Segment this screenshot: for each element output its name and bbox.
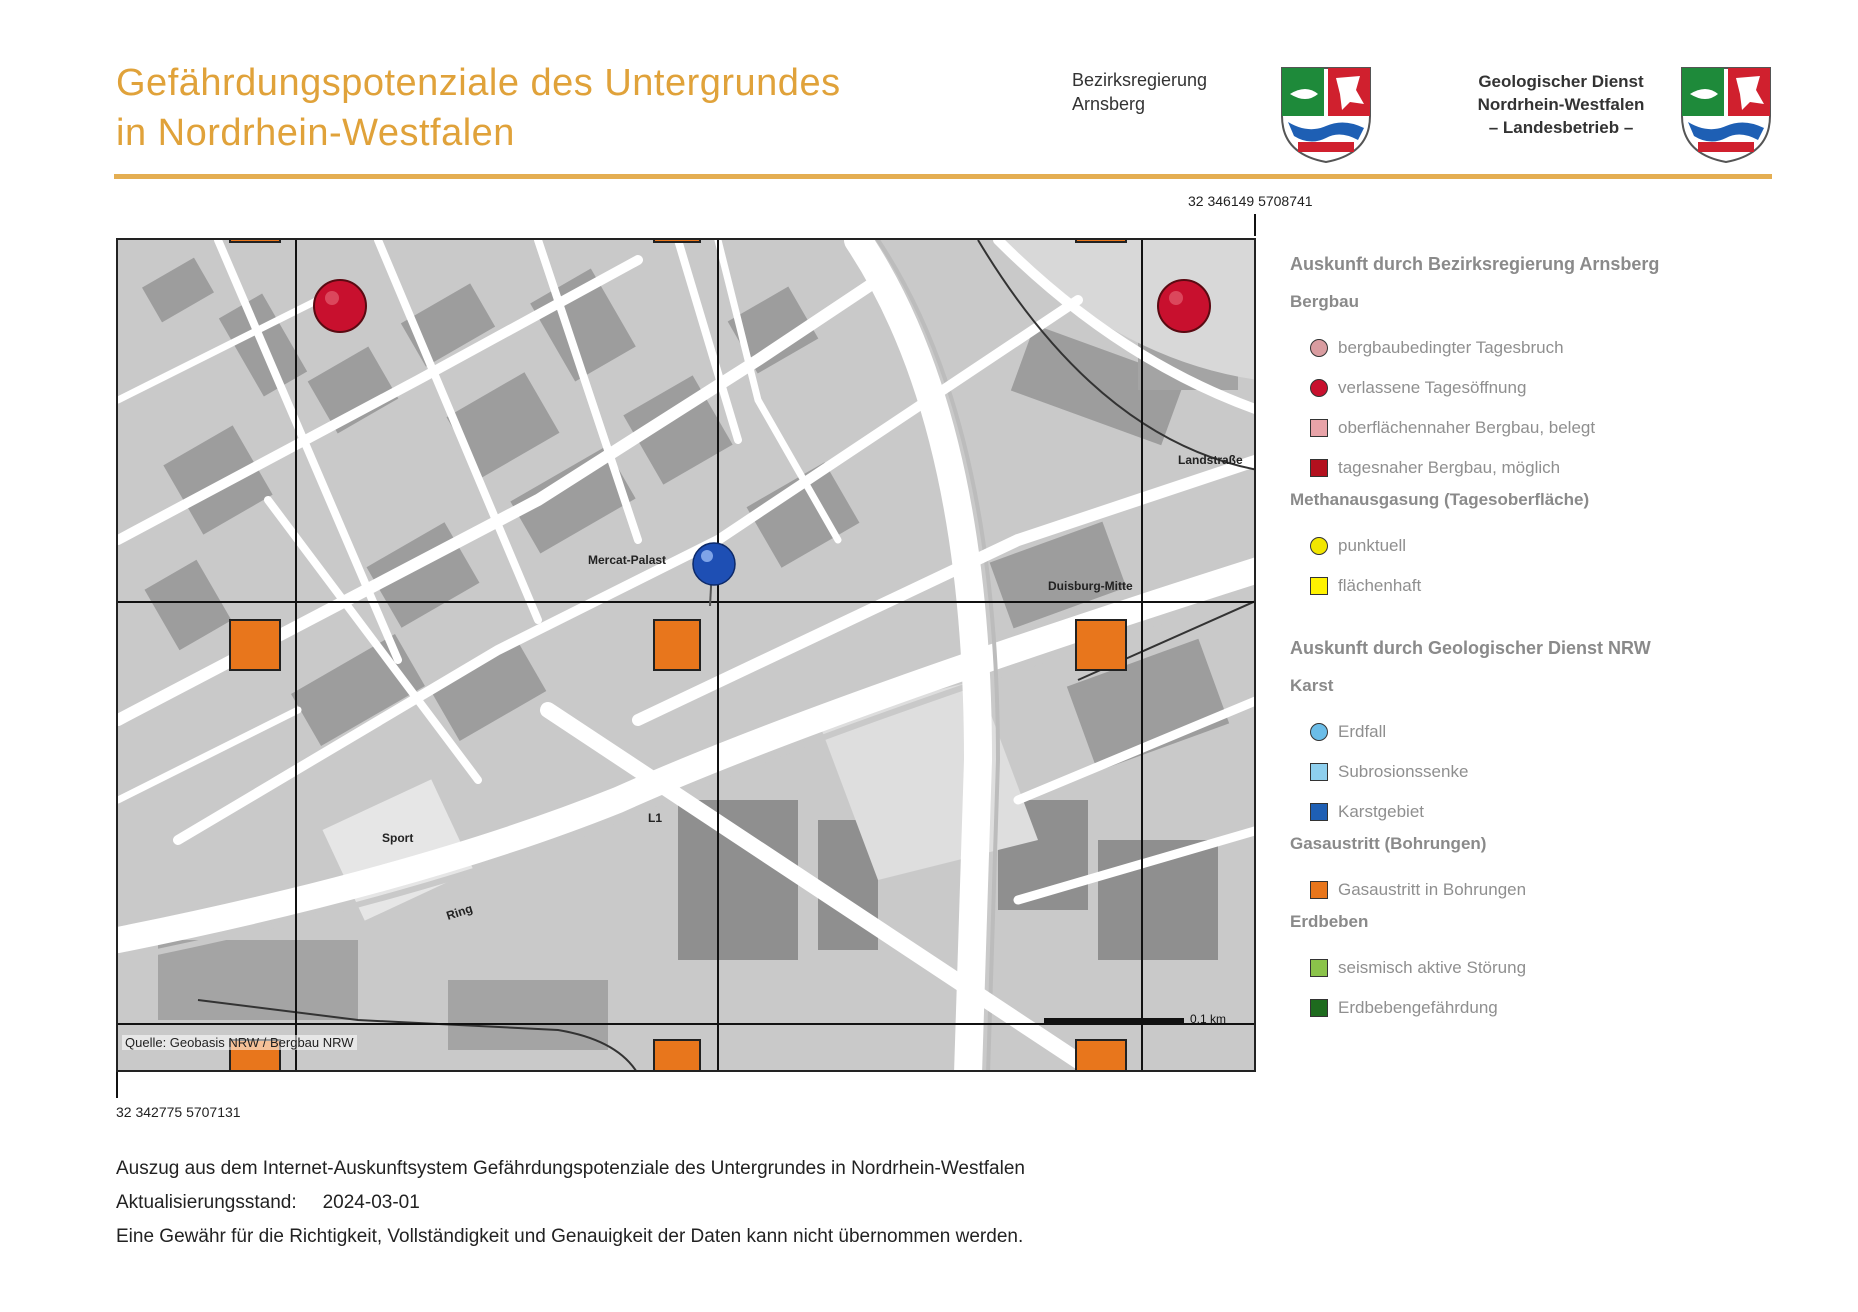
map-label-sport: Sport	[382, 831, 414, 845]
marker-gasaustritt[interactable]	[1076, 620, 1126, 670]
legend-item-stoerung	[1290, 948, 1810, 988]
legend-item-subrosionssenke	[1290, 752, 1810, 792]
title-line-1: Gefährdungspotenziale des Untergrundes	[116, 62, 841, 104]
legend-label: Gasaustritt in Bohrungen	[1338, 880, 1527, 899]
legend-symbol	[1310, 577, 1328, 595]
legend-group-karst: Karst	[1290, 676, 1334, 695]
legend-label: flächenhaft	[1338, 576, 1422, 595]
map-view[interactable]	[116, 238, 1256, 1072]
title-line-2: in Nordrhein-Westfalen	[116, 112, 515, 154]
footer	[116, 1152, 1025, 1254]
legend-item-punktuell	[1290, 526, 1810, 566]
page-title	[116, 58, 841, 158]
authority-right-line-2: Nordrhein-Westfalen	[1477, 95, 1645, 114]
marker-gasaustritt[interactable]	[1076, 240, 1126, 242]
legend-symbol	[1310, 881, 1328, 899]
marker-gasaustritt[interactable]	[1076, 1040, 1126, 1072]
map-label-palast: Mercat-Palast	[588, 553, 667, 567]
marker-verlassene-tagesoeffnung[interactable]	[314, 280, 366, 332]
legend-item-karstgebiet	[1290, 792, 1810, 832]
legend-symbol	[1310, 419, 1328, 437]
legend-item-tagesoeffnung	[1290, 368, 1810, 408]
authority-geologischer-dienst	[1456, 70, 1666, 139]
footer-date-label: Aktualisierungsstand:	[116, 1192, 297, 1213]
legend-group-erdbeben: Erdbeben	[1290, 912, 1369, 931]
authority-bezirksregierung	[1072, 68, 1207, 116]
footer-date-row	[116, 1186, 1025, 1220]
nrw-crest-icon	[1678, 64, 1774, 164]
coordinate-tick-bottom	[116, 1072, 118, 1098]
legend-symbol	[1310, 537, 1328, 555]
map-label-landstrasse: Landstraße	[1178, 453, 1243, 467]
legend-item-flaechenhaft	[1290, 566, 1810, 606]
map-label-duisburg: Duisburg-Mitte	[1048, 579, 1133, 593]
map-scale-bar	[1044, 1012, 1244, 1032]
marker-gasaustritt[interactable]	[654, 240, 700, 242]
legend-group-bergbau: Bergbau	[1290, 292, 1359, 311]
legend	[1290, 252, 1810, 1028]
map-label-l1: L1	[648, 811, 663, 825]
legend-label: Erdbebengefährdung	[1338, 998, 1498, 1017]
legend-label: bergbaubedingter Tagesbruch	[1338, 338, 1564, 357]
footer-date-value: 2024-03-01	[322, 1192, 420, 1213]
legend-label: seismisch aktive Störung	[1338, 958, 1527, 977]
scale-bar	[1044, 1018, 1184, 1024]
legend-label: verlassene Tagesöffnung	[1338, 378, 1527, 397]
legend-item-gasaustritt	[1290, 870, 1810, 910]
legend-group-methan: Methanausgasung (Tagesoberfläche)	[1290, 490, 1590, 509]
location-pin-icon[interactable]	[693, 543, 735, 606]
legend-label: tagesnaher Bergbau, möglich	[1338, 458, 1561, 477]
legend-section-geologischer-dienst: Auskunft durch Geologischer Dienst NRW	[1290, 638, 1651, 658]
scale-label: 0.1 km	[1190, 1012, 1227, 1026]
marker-gasaustritt[interactable]	[230, 620, 280, 670]
legend-item-erdbebengefaehrdung	[1290, 988, 1810, 1028]
marker-verlassene-tagesoeffnung[interactable]	[1158, 280, 1210, 332]
legend-label: Subrosionssenke	[1338, 762, 1469, 781]
marker-gasaustritt[interactable]	[654, 1040, 700, 1072]
legend-item-tagesnah	[1290, 448, 1810, 488]
legend-symbol	[1310, 459, 1328, 477]
legend-item-tagesbruch	[1290, 328, 1810, 368]
marker-gasaustritt[interactable]	[230, 240, 280, 242]
legend-symbol	[1310, 379, 1328, 397]
legend-label: Erdfall	[1338, 722, 1387, 741]
header-rule	[114, 174, 1772, 179]
legend-symbol	[1310, 999, 1328, 1017]
legend-symbol	[1310, 803, 1328, 821]
coordinate-bottom-left: 32 342775 5707131	[116, 1104, 241, 1120]
footer-disclaimer: Eine Gewähr für die Richtigkeit, Vollständigkeit und Genauigkeit der Daten kann nicht übernommen werden.	[116, 1226, 1024, 1247]
legend-symbol	[1310, 723, 1328, 741]
legend-group-gasaustritt: Gasaustritt (Bohrungen)	[1290, 834, 1487, 853]
authority-right-line-3: – Landesbetrieb –	[1488, 118, 1634, 137]
map-credit: Quelle: Geobasis NRW / Bergbau NRW	[122, 1035, 357, 1050]
legend-label: oberflächennaher Bergbau, belegt	[1338, 418, 1596, 437]
map-canvas	[118, 240, 1256, 1072]
legend-item-oberflaechennah	[1290, 408, 1810, 448]
marker-gasaustritt[interactable]	[654, 620, 700, 670]
legend-item-erdfall	[1290, 712, 1810, 752]
authority-right-line-1: Geologischer Dienst	[1478, 72, 1644, 91]
authority-left-line-1: Bezirksregierung	[1072, 70, 1208, 90]
legend-symbol	[1310, 763, 1328, 781]
legend-symbol	[1310, 339, 1328, 357]
legend-label: punktuell	[1338, 536, 1407, 555]
coordinate-tick-top	[1254, 214, 1256, 236]
nrw-crest-icon	[1278, 64, 1374, 164]
coordinate-top-right: 32 346149 5708741	[1188, 193, 1313, 209]
legend-symbol	[1310, 959, 1328, 977]
legend-label: Karstgebiet	[1338, 802, 1424, 821]
footer-source-line: Auszug aus dem Internet-Auskunftsystem Gefährdungspotenziale des Untergrundes in Nordrhein-Westfalen	[116, 1158, 1025, 1179]
authority-left-line-2: Arnsberg	[1072, 94, 1146, 114]
legend-section-bezirksregierung: Auskunft durch Bezirksregierung Arnsberg	[1290, 254, 1660, 274]
map-label-ring: Ring	[444, 901, 475, 923]
